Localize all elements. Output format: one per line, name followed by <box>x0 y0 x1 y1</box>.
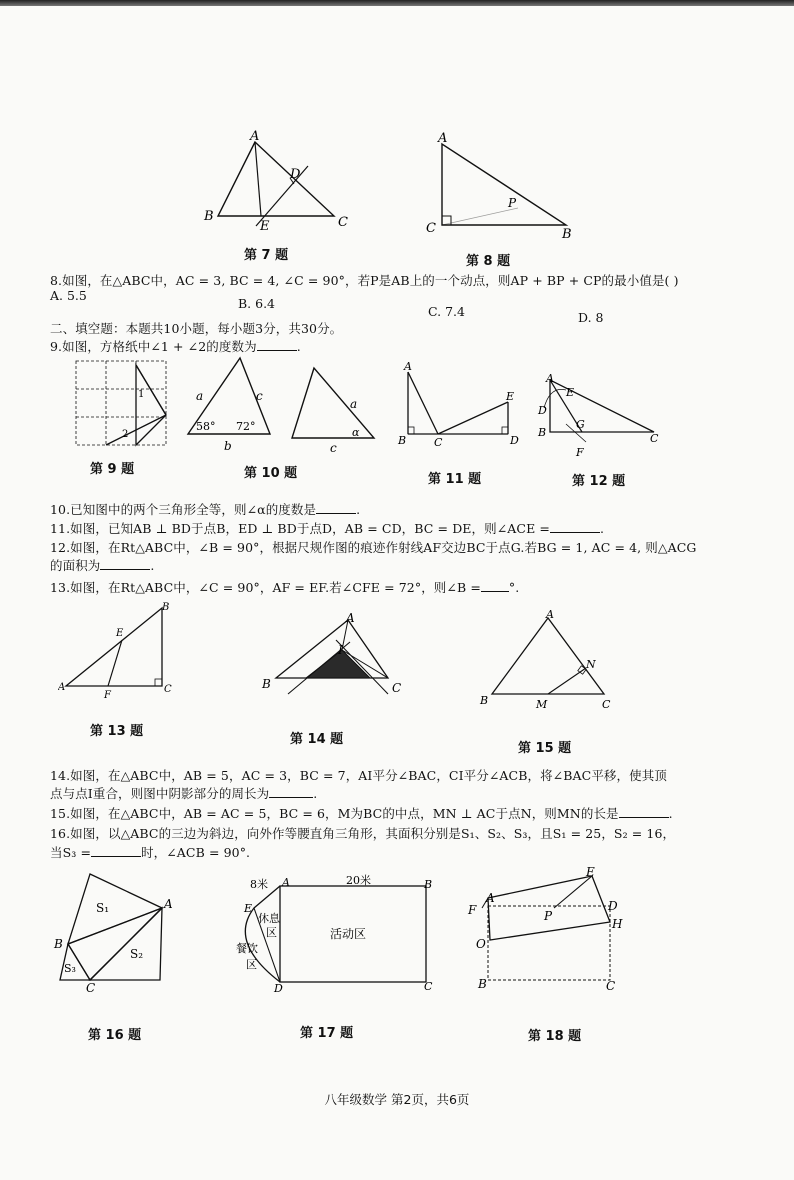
figure-q13 <box>58 600 178 700</box>
label: C <box>650 432 659 445</box>
question-10: 10.已知图中的两个三角形全等，则∠α的度数是 . <box>50 502 361 517</box>
label: a <box>196 389 204 403</box>
figure-q15 <box>478 610 618 715</box>
label: C <box>606 979 616 993</box>
label: F <box>576 446 584 459</box>
caption-q7: 第 7 题 <box>244 248 289 263</box>
label: E <box>586 865 595 879</box>
question-8: 8.如图，在△ABC中，AC = 3, BC = 4, ∠C = 90°，若P是AB上的一个动点，则AP + BP + CP的最小值是( ) <box>50 273 679 288</box>
label: O <box>476 937 486 951</box>
label: 区 <box>266 926 277 939</box>
caption-q8: 第 8 题 <box>466 254 511 269</box>
label: C <box>164 684 172 695</box>
label: c <box>330 441 337 455</box>
caption-q14: 第 14 题 <box>290 732 344 747</box>
option-a: A. 5.5 <box>50 288 87 303</box>
label: C <box>426 221 436 236</box>
figure-q16 <box>50 868 180 993</box>
label: 58° <box>196 420 216 433</box>
question-12-line2: 的面积为 . <box>50 558 155 573</box>
label: 20米 <box>346 874 371 887</box>
label: B <box>478 977 487 991</box>
caption-q11: 第 11 题 <box>428 472 482 487</box>
label: A <box>438 131 448 146</box>
label: A <box>164 897 173 911</box>
label: B <box>262 677 271 691</box>
label: F <box>104 690 111 700</box>
label: A <box>58 682 66 693</box>
label: A <box>346 611 355 625</box>
question-15: 15.如图，在△ABC中，AB = AC = 5，BC = 6，M为BC的中点，MN ⊥ AC于点N，则MN的长是 . <box>50 806 673 821</box>
question-12-line1: 12.如图，在Rt△ABC中，∠B = 90°，根据尺规作图的痕迹作射线AF交边BC于点G.若BG = 1, AC = 4, 则△ACG <box>50 540 697 555</box>
caption-q12: 第 12 题 <box>572 474 626 489</box>
label: A <box>282 876 290 889</box>
label: 区 <box>246 958 257 971</box>
figure-q11 <box>396 358 528 450</box>
question-9: 9.如图，方格纸中∠1 + ∠2的度数为 . <box>50 339 301 354</box>
label: P <box>544 909 553 923</box>
figure-q17 <box>228 872 448 994</box>
page-footer: 八年级数学 第2页，共6页 <box>324 1092 470 1107</box>
label: A <box>546 372 554 385</box>
label: 8米 <box>250 878 268 891</box>
label: B <box>204 209 214 224</box>
scan-edge <box>0 0 794 6</box>
label: B <box>480 694 489 707</box>
label: E <box>566 386 575 399</box>
question-16-line1: 16.如图，以△ABC的三边为斜边，向外作等腰直角三角形，其面积分别是S₁、S₂、S₃，且S₁ = 25，S₂ = 16， <box>50 826 676 841</box>
label: a <box>350 397 358 411</box>
figure-q14 <box>258 610 418 700</box>
figure-q18 <box>464 864 634 994</box>
figure-q7 <box>198 128 358 238</box>
label: c <box>256 389 263 403</box>
label: B <box>562 227 572 242</box>
caption-q15: 第 15 题 <box>518 741 572 756</box>
label: C <box>602 698 611 711</box>
label: S₁ <box>96 901 110 915</box>
caption-q13: 第 13 题 <box>90 724 144 739</box>
figure-q8 <box>420 128 585 243</box>
label: b <box>224 439 232 453</box>
label: B <box>398 434 407 447</box>
label: I <box>338 643 343 657</box>
label: M <box>536 698 548 711</box>
label: N <box>586 658 596 671</box>
option-c: C. 7.4 <box>428 304 465 319</box>
question-16-line2: 当S₃ = 时，∠ACB = 90°. <box>50 845 251 860</box>
label: E <box>260 219 270 234</box>
label: 2 <box>122 429 129 440</box>
label: 72° <box>236 420 256 433</box>
question-11: 11.如图，已知AB ⊥ BD于点B，ED ⊥ BD于点D，AB = CD，BC = DE，则∠ACE = . <box>50 521 605 536</box>
label: B <box>54 937 63 951</box>
figure-q12 <box>536 372 666 462</box>
figure-q9 <box>72 357 172 452</box>
label: C <box>338 215 348 230</box>
label: E <box>244 902 253 915</box>
option-b: B. 6.4 <box>238 296 276 311</box>
label: P <box>508 196 517 210</box>
label: H <box>612 917 623 931</box>
label: B <box>538 426 547 439</box>
label: D <box>274 982 283 994</box>
label: A <box>404 360 412 373</box>
label: B <box>162 602 170 613</box>
caption-q18: 第 18 题 <box>528 1029 582 1044</box>
label: C <box>392 681 402 695</box>
caption-q9: 第 9 题 <box>90 462 135 477</box>
label: 休息 <box>258 912 280 925</box>
label: C <box>86 981 96 993</box>
label: D <box>290 167 301 182</box>
label: α <box>352 426 360 439</box>
label: A <box>250 129 260 144</box>
section-heading: 二、填空题：本题共10小题，每小题3分，共30分。 <box>50 321 343 336</box>
label: 餐饮 <box>236 942 258 955</box>
label: D <box>510 434 519 447</box>
label: C <box>424 980 433 993</box>
label: S₂ <box>130 947 144 961</box>
label: B <box>424 878 433 891</box>
option-d: D. 8 <box>578 310 604 325</box>
label: S₃ <box>64 962 76 975</box>
caption-q10: 第 10 题 <box>244 466 298 481</box>
question-14-line1: 14.如图，在△ABC中，AB = 5，AC = 3，BC = 7，AI平分∠BAC，CI平分∠ACB，将∠BAC平移，使其顶 <box>50 768 667 783</box>
label: D <box>608 899 618 913</box>
label: C <box>434 436 443 449</box>
label: F <box>468 903 477 917</box>
figure-q10 <box>184 352 384 457</box>
label: D <box>538 404 547 417</box>
label: A <box>486 891 495 905</box>
label: G <box>576 418 585 431</box>
label: 活动区 <box>330 927 367 941</box>
caption-q17: 第 17 题 <box>300 1026 354 1041</box>
label: A <box>546 610 554 621</box>
question-13: 13.如图，在Rt△ABC中，∠C = 90°，AF = EF.若∠CFE = 72°，则∠B = °. <box>50 580 520 595</box>
question-14-line2: 点与点I重合，则图中阴影部分的周长为 . <box>50 786 318 801</box>
label: 1 <box>138 389 145 400</box>
label: E <box>506 390 515 403</box>
caption-q16: 第 16 题 <box>88 1028 142 1043</box>
label: E <box>116 628 124 639</box>
